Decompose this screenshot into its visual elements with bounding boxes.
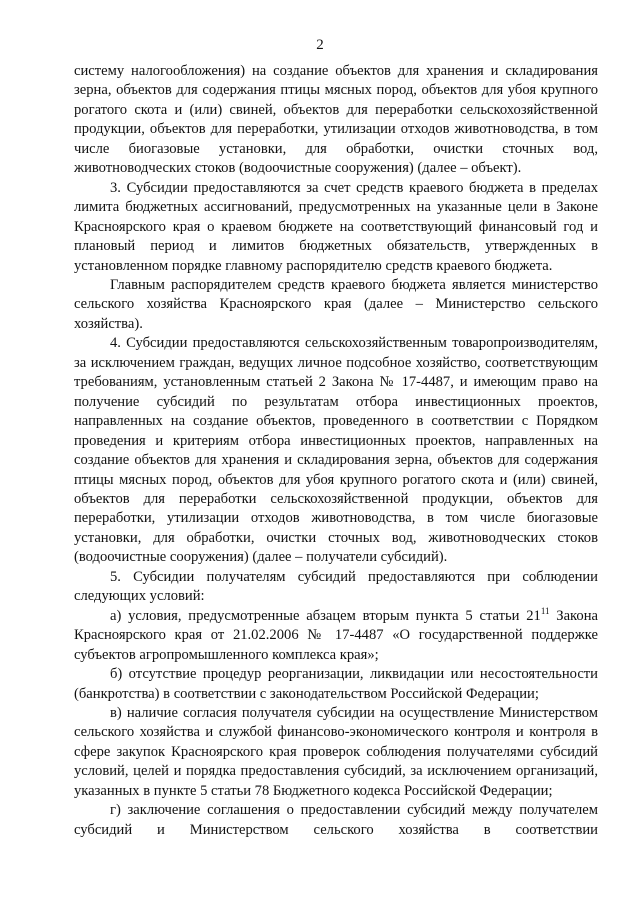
paragraph-5-a-text: а) условия, предусмотренные абзацем вторым пункта 5 статьи 21 xyxy=(110,607,541,624)
paragraph-5: 5. Субсидии получателям субсидий предоставляются при соблюдении следующих условий: xyxy=(74,568,598,605)
paragraph-continuation: систему налогообложения) на создание объектов для хранения и складирования зерна, объектов для содержания птицы мясных пород, объектов для убоя крупного рогатого скота и (или) свиней, объектов для переработки сельскохозяйственной продукции, объектов для переработки, утилизации отходов животноводства, в том числе биогазовые установки, для обработки, очистки сточных вод, животноводческих стоков (водоочистные сооружения) (далее – объект). xyxy=(74,63,598,177)
page-number: 2 xyxy=(316,37,324,53)
paragraph-3: 3. Субсидии предоставляются за счет средств краевого бюджета в пределах лимита бюджетных ассигнований, предусмотренных на указанные цели в Законе Красноярского края о краевом бюджете на соответствующий финансовый год и плановый период и лимитов бюджетных обязательств, утвержденных в установленном порядке главному распорядителю средств краевого бюджета. xyxy=(74,179,598,274)
paragraph-4: 4. Субсидии предоставляются сельскохозяйственным товаропроизводителям, за исключением граждан, ведущих личное подсобное хозяйство, соответствующим требованиям, установленным статьей 2 Закона № 17-4487, и имеющим право на получение субсидий по результатам отбора инвестиционных проектов, направленных на создание объектов, проведенного в соответствии с Порядком проведения и критериям отбора инвестиционных проектов, направленных на создание объектов для хранения и складирования зерна, объектов для содержания птицы мясных пород, объектов для убоя крупного рогатого скота и (или) свиней, объектов для переработки сельскохозяйственной продукции, объектов для переработки, утилизации отходов животноводства, в том числе биогазовые установки, для обработки, очистки сточных вод, животноводческих стоков (водоочистные сооружения) (далее – получатели субсидий). xyxy=(74,335,598,566)
paragraph-5-v: в) наличие согласия получателя субсидии на осуществление Министерством сельского хозяйства и службой финансово-экономического контроля и контроля в сфере закупок Красноярского края проверок соблюдения получателями субсидий условий, целей и порядка предоставления субсидий, за исключением организаций, указанных в пункте 5 статьи 78 Бюджетного кодекса Российской Федерации; xyxy=(74,704,598,799)
paragraph-5-b: б) отсутствие процедур реорганизации, ликвидации или несостоятельности (банкротства) в соответствии с законодательством Российской Федерации; xyxy=(74,666,598,702)
paragraph-5-g: г) заключение соглашения о предоставлении субсидий между получателем субсидий и Министерством сельского хозяйства в соответствии xyxy=(74,802,598,838)
document-body xyxy=(74,62,598,840)
article-superscript: 11 xyxy=(540,605,550,616)
paragraph-5-a-text-end: Закона Красноярского края от 21.02.2006 № 17-4487 «О государственной поддержке субъектов агропромышленного комплекса края»; xyxy=(74,607,598,663)
paragraph-main-distributor: Главным распорядителем средств краевого бюджета является министерство сельского хозяйства Красноярского края (далее – Министерство сельского хозяйства). xyxy=(74,276,598,332)
paragraph-5-a xyxy=(74,607,598,665)
